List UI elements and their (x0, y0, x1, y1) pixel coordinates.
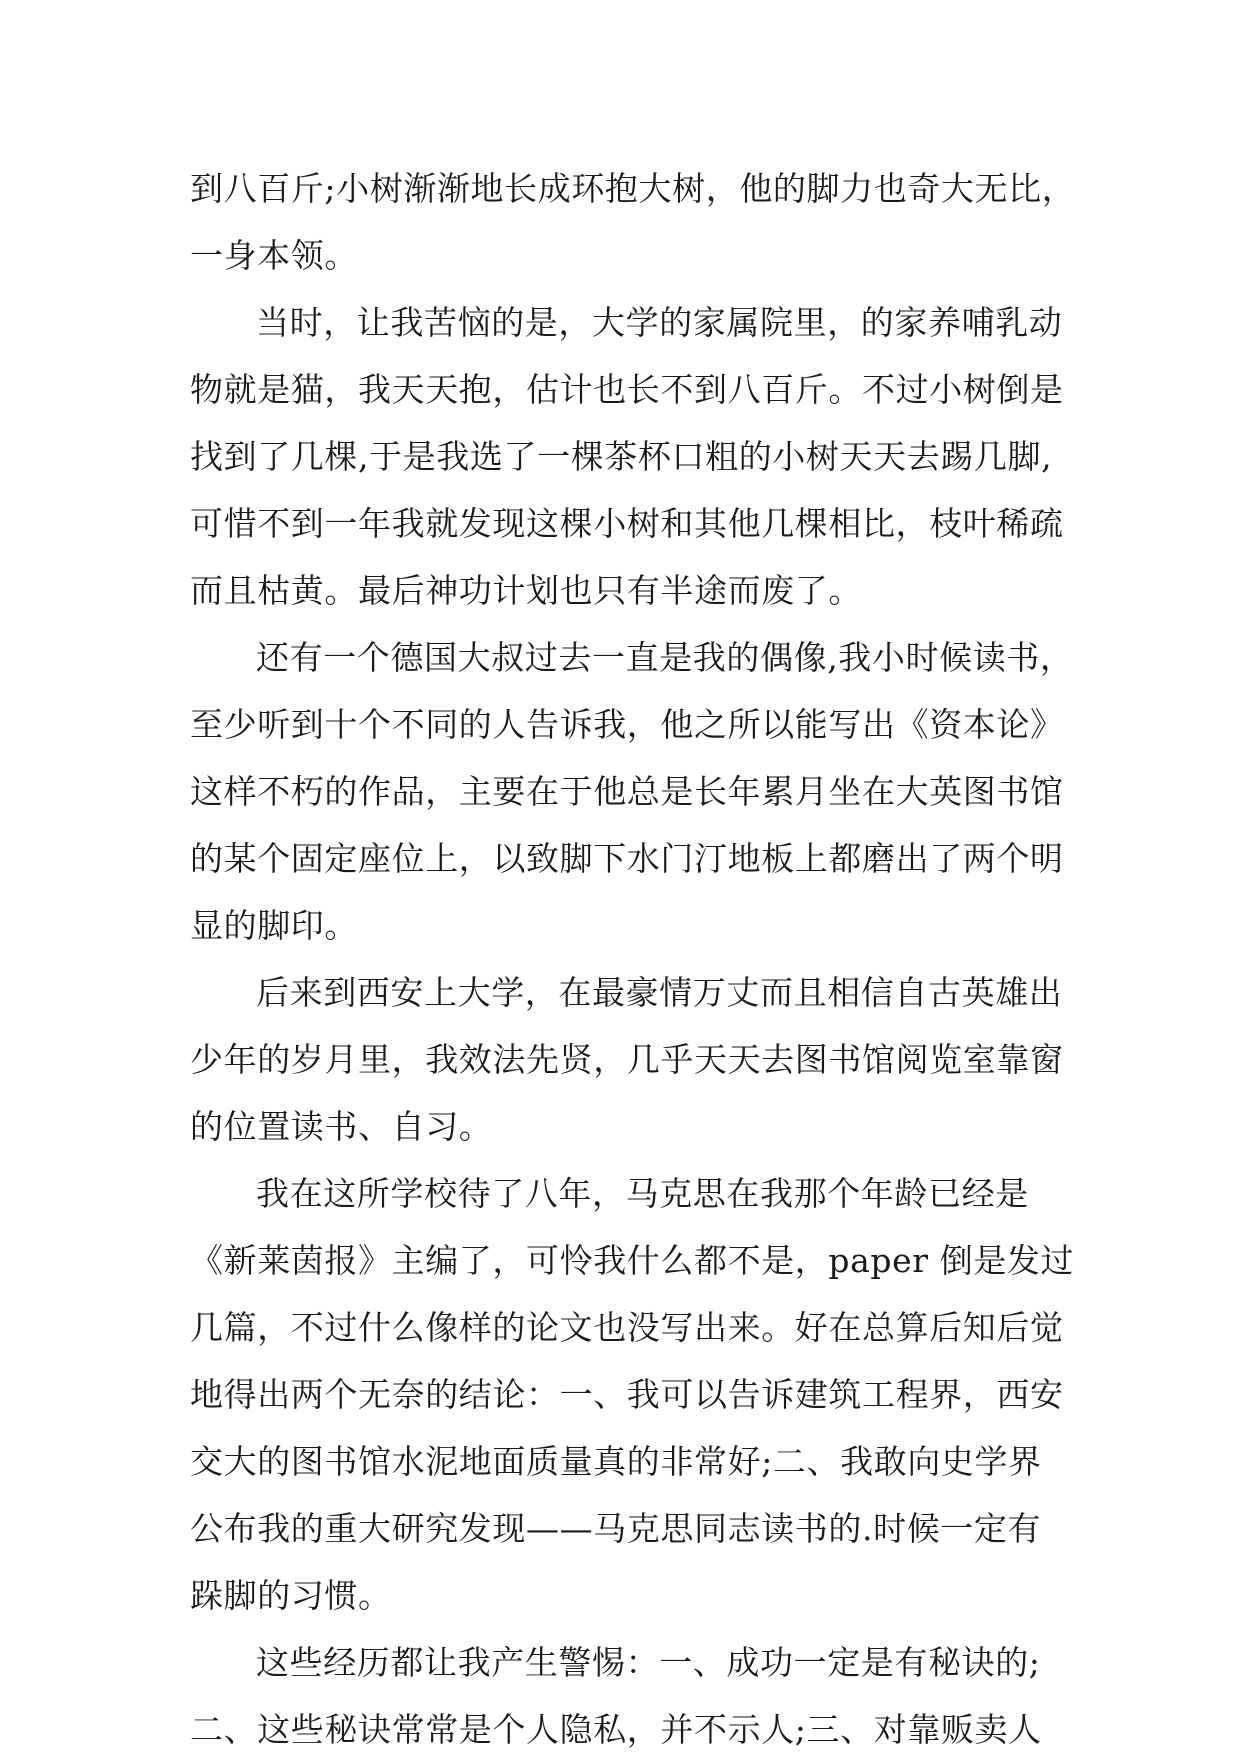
text-line: 《新莱茵报》主编了，可怜我什么都不是，paper 倒是发过 (190, 1241, 1075, 1280)
paragraph (190, 289, 1064, 624)
text-line: 的某个固定座位上，以致脚下水门汀地板上都磨出了两个明 (190, 839, 1064, 878)
text-line: 的位置读书、自习。 (190, 1107, 493, 1146)
paragraph (190, 155, 1076, 289)
paragraph (190, 1160, 1075, 1629)
text-line: 至少听到十个不同的人告诉我，他之所以能写出《资本论》 (190, 705, 1064, 744)
text-line: 地得出两个无奈的结论：一、我可以告诉建筑工程界，西安 (190, 1375, 1064, 1414)
text-line: 可惜不到一年我就发现这棵小树和其他几棵相比，枝叶稀疏 (190, 504, 1064, 543)
text-line: 当时，让我苦恼的是，大学的家属院里，的家养哺乳动 (256, 303, 1063, 342)
document-body (190, 155, 1076, 1763)
text-line: 这些经历都让我产生警惕：一、成功一定是有秘诀的; (256, 1643, 1041, 1682)
text-line: 几篇，不过什么像样的论文也没写出来。好在总算后知后觉 (190, 1308, 1064, 1347)
text-line: 找到了几棵,于是我选了一棵茶杯口粗的小树天天去踢几脚, (190, 437, 1053, 476)
text-line: 跺脚的习惯。 (190, 1576, 392, 1615)
text-line: 后来到西安上大学，在最豪情万丈而且相信自古英雄出 (256, 973, 1063, 1012)
text-line: 这样不朽的作品，主要在于他总是长年累月坐在大英图书馆 (190, 772, 1064, 811)
text-line: 还有一个德国大叔过去一直是我的偶像,我小时候读书， (256, 638, 1074, 677)
text-line: 一身本领。 (190, 236, 358, 275)
text-line: 少年的岁月里，我效法先贤，几乎天天去图书馆阅览室靠窗 (190, 1040, 1064, 1079)
text-line: 而且枯黄。最后神功计划也只有半途而废了。 (190, 571, 862, 610)
paragraph (190, 624, 1074, 959)
text-line: 显的脚印。 (190, 906, 358, 945)
paragraph (190, 1629, 1060, 1763)
text-line: 物就是猫，我天天抱，估计也长不到八百斤。不过小树倒是 (190, 370, 1064, 409)
text-line: 到八百斤;小树渐渐地长成环抱大树，他的脚力也奇大无比， (190, 169, 1076, 208)
text-line: 我在这所学校待了八年，马克思在我那个年龄已经是 (256, 1174, 1029, 1213)
text-line: 二、这些秘诀常常是个人隐私，并不示人;三、对靠贩卖人 (190, 1710, 1042, 1749)
paragraph (190, 959, 1064, 1160)
text-line: 交大的图书馆水泥地面质量真的非常好;二、我敢向史学界 (190, 1442, 1042, 1481)
text-line: 公布我的重大研究发现——马克思同志读书的.时候一定有 (190, 1509, 1042, 1548)
